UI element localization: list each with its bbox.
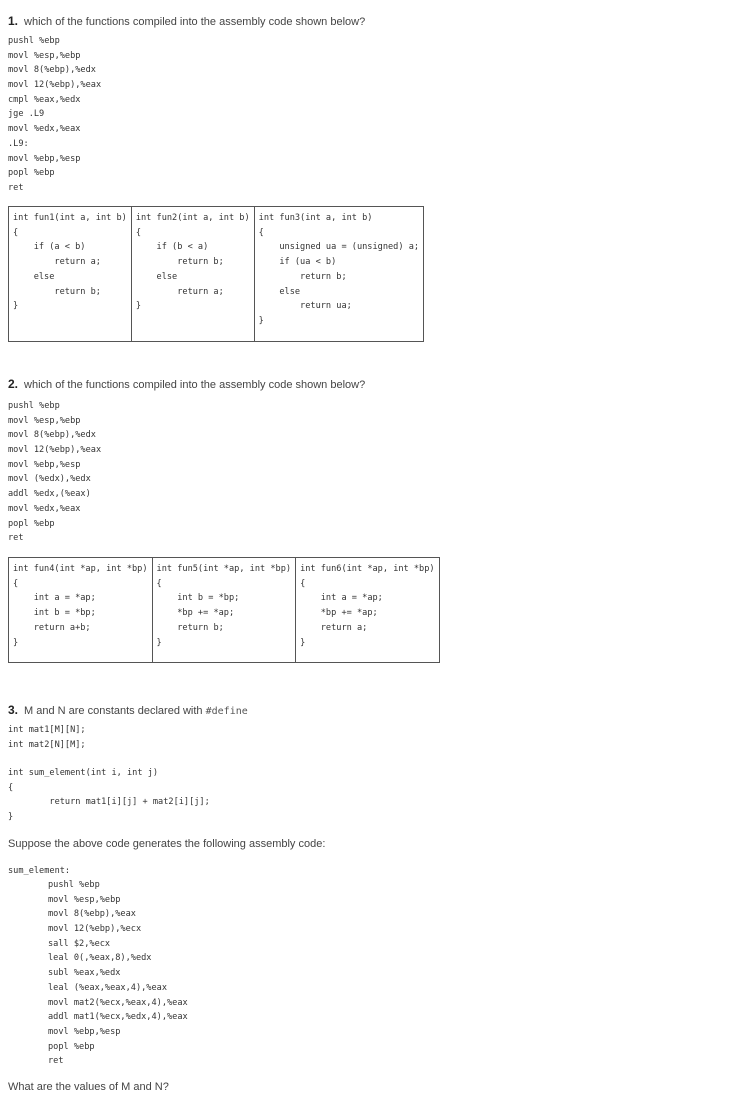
asm-line: movl 8(%ebp),%edx bbox=[8, 65, 96, 76]
code-line: else bbox=[135, 271, 178, 282]
asm-line: leal (%eax,%eax,4),%eax bbox=[48, 982, 167, 993]
code-line: return a; bbox=[300, 622, 368, 633]
function-fun3-cell bbox=[254, 207, 423, 342]
code-line: int b = *bp; bbox=[156, 593, 240, 604]
question-3-number: 3. bbox=[8, 703, 19, 717]
asm-line: pushl %ebp bbox=[8, 36, 60, 46]
code-line: int fun4(int *ap, int *bp) bbox=[13, 564, 148, 574]
code-line: } bbox=[135, 301, 142, 312]
code-line: { bbox=[156, 578, 162, 589]
code-line: *bp += *ap; bbox=[300, 608, 378, 619]
code-line: } bbox=[13, 301, 19, 312]
function-fun1-cell bbox=[9, 207, 132, 342]
asm-line: movl %ebp,%esp bbox=[48, 1026, 121, 1037]
define-keyword: #define bbox=[205, 706, 248, 717]
code-line: return b; bbox=[258, 271, 347, 282]
code-line: int a = *ap; bbox=[300, 593, 383, 604]
code-line: return b; bbox=[13, 286, 101, 297]
asm-line: movl 8(%ebp),%edx bbox=[8, 430, 96, 441]
question-3-declarations bbox=[8, 723, 86, 752]
code-line: int fun5(int *ap, int *bp) bbox=[156, 564, 292, 574]
asm-line: movl %esp,%ebp bbox=[8, 50, 81, 61]
code-line: int fun2(int a, int b) bbox=[135, 213, 250, 223]
function-fun2-cell bbox=[131, 207, 254, 342]
question-3-suppose-text: Suppose the above code generates the following assembly code: bbox=[8, 838, 326, 850]
code-line: { bbox=[13, 227, 19, 238]
code-line: } bbox=[258, 315, 264, 326]
asm-line: pushl %ebp bbox=[8, 401, 60, 411]
code-line: return b; bbox=[135, 257, 224, 268]
asm-line: cmpl %eax,%edx bbox=[8, 94, 81, 105]
function-fun6-cell bbox=[296, 558, 440, 663]
asm-line: addl mat1(%ecx,%edx,4),%eax bbox=[48, 1012, 188, 1023]
asm-line: .L9: bbox=[8, 138, 29, 149]
asm-line: movl %edx,%eax bbox=[8, 503, 81, 514]
code-line: return a; bbox=[13, 257, 101, 268]
asm-line: pushl %ebp bbox=[48, 880, 100, 890]
question-3-function bbox=[8, 766, 210, 825]
asm-line: movl 12(%ebp),%eax bbox=[8, 80, 102, 91]
code-line: { bbox=[300, 578, 306, 589]
question-1-heading bbox=[8, 14, 365, 28]
asm-line: movl mat2(%ecx,%eax,4),%eax bbox=[48, 997, 188, 1008]
code-line: } bbox=[300, 637, 306, 648]
asm-line: sall $2,%ecx bbox=[48, 938, 111, 949]
function-fun4-cell bbox=[9, 558, 153, 663]
asm-line: popl %ebp bbox=[8, 518, 55, 529]
code-line: int sum_element(int i, int j) bbox=[8, 768, 159, 778]
asm-line: leal 0(,%eax,8),%edx bbox=[48, 953, 152, 964]
asm-line: addl %edx,(%eax) bbox=[8, 489, 91, 500]
code-line: return a+b; bbox=[13, 622, 91, 633]
question-2-heading bbox=[8, 377, 365, 391]
asm-line: movl (%edx),%edx bbox=[8, 474, 91, 485]
code-line: { bbox=[8, 782, 14, 793]
code-line: return b; bbox=[156, 622, 224, 633]
code-line: return a; bbox=[135, 286, 224, 297]
asm-line: movl 12(%ebp),%eax bbox=[8, 445, 102, 456]
code-line: { bbox=[135, 227, 142, 238]
code-line: unsigned ua = (unsigned) a; bbox=[258, 242, 420, 253]
asm-line: ret bbox=[48, 1056, 64, 1067]
question-1-assembly bbox=[8, 34, 101, 196]
asm-label-sum-element: sum_element: bbox=[8, 866, 71, 876]
function-fun5-cell bbox=[152, 558, 296, 663]
asm-line: ret bbox=[8, 533, 24, 544]
asm-line: movl %ebp,%esp bbox=[8, 459, 81, 470]
code-line: else bbox=[13, 271, 55, 282]
code-line: int mat1[M][N]; bbox=[8, 725, 86, 735]
code-line: int fun3(int a, int b) bbox=[258, 213, 373, 223]
asm-line: movl 8(%ebp),%eax bbox=[48, 909, 136, 920]
question-1-text: which of the functions compiled into the assembly code shown below? bbox=[24, 16, 366, 28]
code-line: if (b < a) bbox=[135, 242, 209, 253]
code-line: return mat1[i][j] + mat2[i][j]; bbox=[8, 797, 210, 808]
asm-line: movl %esp,%ebp bbox=[8, 415, 81, 426]
code-line: { bbox=[13, 578, 19, 589]
asm-line: movl %edx,%eax bbox=[8, 124, 81, 135]
code-line: return ua; bbox=[258, 301, 352, 312]
code-line: } bbox=[13, 637, 19, 648]
code-line: if (a < b) bbox=[13, 242, 86, 253]
question-3-assembly bbox=[48, 878, 188, 1069]
question-3-question-text: What are the values of M and N? bbox=[8, 1081, 169, 1093]
code-line: *bp += *ap; bbox=[156, 608, 235, 619]
code-line: int b = *bp; bbox=[13, 608, 96, 619]
asm-line: subl %eax,%edx bbox=[48, 968, 121, 979]
code-line: if (ua < b) bbox=[258, 257, 337, 268]
code-line: else bbox=[258, 286, 301, 297]
question-3-asm-label bbox=[8, 864, 70, 879]
question-1-number: 1. bbox=[8, 14, 19, 28]
asm-line: movl %esp,%ebp bbox=[48, 894, 121, 905]
question-3-text: M and N are constants declared with bbox=[24, 705, 203, 717]
question-2-assembly bbox=[8, 399, 101, 546]
question-3-heading bbox=[8, 703, 248, 717]
asm-line: movl 12(%ebp),%ecx bbox=[48, 924, 142, 935]
asm-line: movl %ebp,%esp bbox=[8, 153, 81, 164]
code-line: } bbox=[8, 812, 14, 823]
asm-line: popl %ebp bbox=[8, 168, 55, 179]
code-line: } bbox=[156, 637, 162, 648]
code-line: { bbox=[258, 227, 264, 238]
asm-line: ret bbox=[8, 182, 24, 193]
question-2-function-table bbox=[8, 557, 440, 663]
question-1-function-table bbox=[8, 206, 424, 342]
question-2-number: 2. bbox=[8, 377, 19, 391]
asm-line: popl %ebp bbox=[48, 1041, 95, 1052]
asm-line: jge .L9 bbox=[8, 109, 45, 120]
code-line: int fun1(int a, int b) bbox=[13, 213, 127, 223]
code-line: int fun6(int *ap, int *bp) bbox=[300, 564, 435, 574]
code-line: int mat2[N][M]; bbox=[8, 739, 86, 750]
code-line: int a = *ap; bbox=[13, 593, 96, 604]
question-2-text: which of the functions compiled into the assembly code shown below? bbox=[24, 379, 366, 391]
